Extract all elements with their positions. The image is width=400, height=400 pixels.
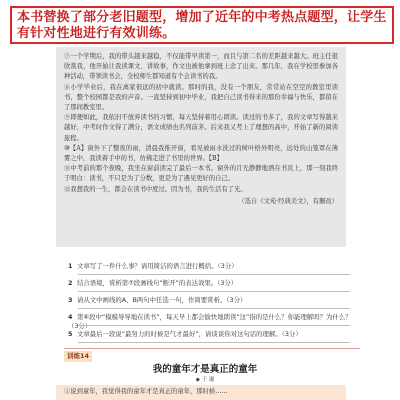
passage-paragraph: ①说到童年，我觉得我的童年才是真正的童年，那时候…… [64, 388, 228, 395]
passage-source: （选自《文苑·经典美文》，有删改） [238, 197, 338, 205]
question-item [68, 279, 358, 288]
answer-line[interactable] [78, 342, 350, 343]
passage-paragraph: ⑦一个学期后，我的带头越来越稳，不仅能带早读第一，而且与第二名的差距越来越大。班主任很欣赏我，他开始让我读课文、讲故事，作文也被他拿到班上念了出来。那几年，我在学校里参加各种活动，带领读书会，全校师生都知道有个会读书的我。 [64, 53, 338, 81]
question-text: 文章写了一件什么事？请用简洁的语言进行概括。（3分） [77, 262, 238, 270]
notice-text: 本书替换了部分老旧题型，增加了近年的中考热点题型，让学生有针对性地进行有效训练。 [17, 10, 387, 41]
passage-paragraph: ⑧小学毕业后，我在离家很远的初中就读。那时的我，没有一个朋友，常常站在空空的教室里读书，整个校园都是我的声音。一直坚持到初中毕业，我把自己读书得来的那份幸福与快乐，都留在了那间教室里。 [64, 83, 338, 112]
passage-paragraph: ⑨即便如此，我依旧不放弃读书的习惯，每天坚持着用心朗读。读过的书多了，我的文章写得越来越好，中考时作文得了满分，语文成绩也名列前茅。后来我又考上了理想的高中，开始了新的阅读旅程。 [64, 114, 338, 142]
section-divider [64, 348, 360, 349]
question-number: 1 [68, 262, 73, 270]
article-title: 我的童年才是真正的童年 [152, 364, 258, 375]
question-number: 5 [68, 330, 73, 338]
question-item [68, 330, 358, 339]
question-text: 文章最后一段说“最努力的时候是气才最好”，请谈谈你对这句话的理解。（3分） [77, 330, 302, 338]
question-number: 3 [68, 296, 73, 304]
question-number: 4 [68, 313, 73, 321]
question-number: 2 [68, 279, 73, 287]
passage-paragraph: ⑩【A】窗外下了整夜的雨，清晨我推开窗，看见被雨水洗过的树叶格外明亮，远处的山笼罩在薄雾之中，我读着手中的书，仿佛走进了书里的世界。【B】 [64, 144, 338, 163]
answer-line[interactable] [78, 274, 350, 275]
drill-badge: 训练14 [64, 351, 92, 362]
passage-paragraph: ⑪中考前的那个夜晚，我坐在窗前读完了最后一本书。窗外的月光静静地洒在书页上，那一刻我终于明白：读书，不只是为了分数，更是为了遇见更好的自己。 [64, 165, 338, 183]
answer-line[interactable] [78, 308, 350, 309]
notice-banner [10, 6, 394, 44]
answer-line[interactable] [78, 325, 350, 326]
passage-paragraph: ⑫我想我的一生，都会在读书中度过。因为书，我的生活有了光。 [64, 185, 247, 193]
answer-line[interactable] [78, 291, 350, 292]
next-passage [56, 385, 346, 400]
article-author: ◆ 于 谦 [195, 377, 215, 383]
question-text: 请从文中画线的A、B两句中任选一句，作简要赏析。（3分） [77, 296, 247, 304]
question-text: 结合语境，赏析第⑦段画线句“断开”的表达效果。（3分） [77, 279, 238, 287]
question-item [68, 296, 358, 305]
question-item [68, 313, 358, 331]
question-item [68, 262, 358, 271]
question-text: 第⑥段中“模模导导地在读书”，每天早上都会愉快地朗读“这”指的是什么？你能理解吗？为什么？（3分） [68, 313, 352, 330]
reading-passage [56, 47, 346, 247]
